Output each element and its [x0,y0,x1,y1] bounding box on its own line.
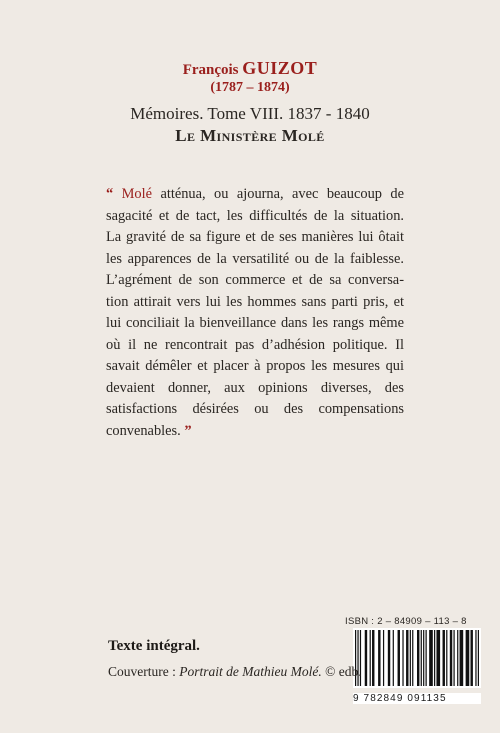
author-dates: (1787 – 1874) [210,80,290,95]
author-name [0,58,500,79]
quote-text: convenables. [106,422,181,439]
full-text-label: Texte intégral. [108,638,200,654]
quote-line: satisfactions désirées ou des compensations [106,401,404,417]
quote-line: les apparences de la versatilité ou de la faiblesse. [106,250,404,267]
barcode-bar [478,630,479,686]
barcode-bar [460,630,464,686]
barcode-bar [453,630,454,686]
quote-line: sagacité et de tact, les difficultés de la situation. [106,207,404,224]
barcode-bar [423,630,424,686]
barcode-bar [398,630,400,686]
barcode-digits: 9 782849 091135 [353,693,481,704]
cover-credit-suffix: © edb. [321,664,362,679]
barcode-bar [388,630,390,686]
barcode-bar [466,630,470,686]
blurb-quote [106,184,404,442]
work-title: Le Ministère Molé [175,126,325,145]
barcode-bar [475,630,476,686]
quote-line: où il ne rencontrait pas d’adhésion politique. Il [106,336,404,353]
cover-credit-title: Portrait de Mathieu Molé. [179,664,322,679]
barcode-bar [421,630,422,686]
volume-info: Mémoires. Tome VIII. 1837 - 1840 [130,104,370,123]
quote-line: devaient donner, aux opinions diverses, des [106,379,404,396]
author-last-name: GUIZOT [242,58,318,78]
quote-line [106,421,404,443]
quote-line: La gravité de sa figure et de ses manières lui ôtait [106,229,404,245]
barcode-bar [470,630,472,686]
barcode-bar [402,630,403,686]
barcode-bar [443,630,445,686]
barcode-bar [426,630,427,686]
barcode-bar [383,630,384,686]
quote-line: tion attirait vers lui les hommes sans parti pris, et [106,293,404,310]
cover-credit [108,664,362,680]
barcode-bar [393,630,394,686]
barcode-bar [429,630,433,686]
barcode-bar [446,630,447,686]
barcode [353,628,481,688]
quote-line [106,184,404,206]
author-first-name: François [182,62,239,78]
barcode-bars [353,628,481,688]
barcode-bar [457,630,458,686]
cover-credit-prefix: Couverture : [108,664,180,679]
barcode-bar [434,630,435,686]
barcode-bar [436,630,440,686]
barcode-bar [450,630,452,686]
barcode-bar [417,630,419,686]
quote-line: lui conciliait la bienveillance dans les rangs même [106,315,404,331]
barcode-bar [406,630,408,686]
close-quote-mark: ” [184,422,192,439]
barcode-bar [372,630,374,686]
quote-first-word: Molé [121,186,153,202]
isbn-label: ISBN : 2 – 84909 – 113 – 8 [345,616,467,627]
open-quote-mark: “ [106,186,114,202]
barcode-bar [410,630,411,686]
barcode-bar [370,630,371,686]
barcode-bar [365,630,367,686]
quote-line: L’agrément de son commerce et de sa conversa- [106,272,404,288]
quote-text: atténua, ou ajourna, avec beaucoup de [160,186,404,202]
barcode-bar [412,630,413,686]
quote-line: savait démêler et placer à propos les mesures qui [106,358,404,374]
barcode-bar [378,630,380,686]
